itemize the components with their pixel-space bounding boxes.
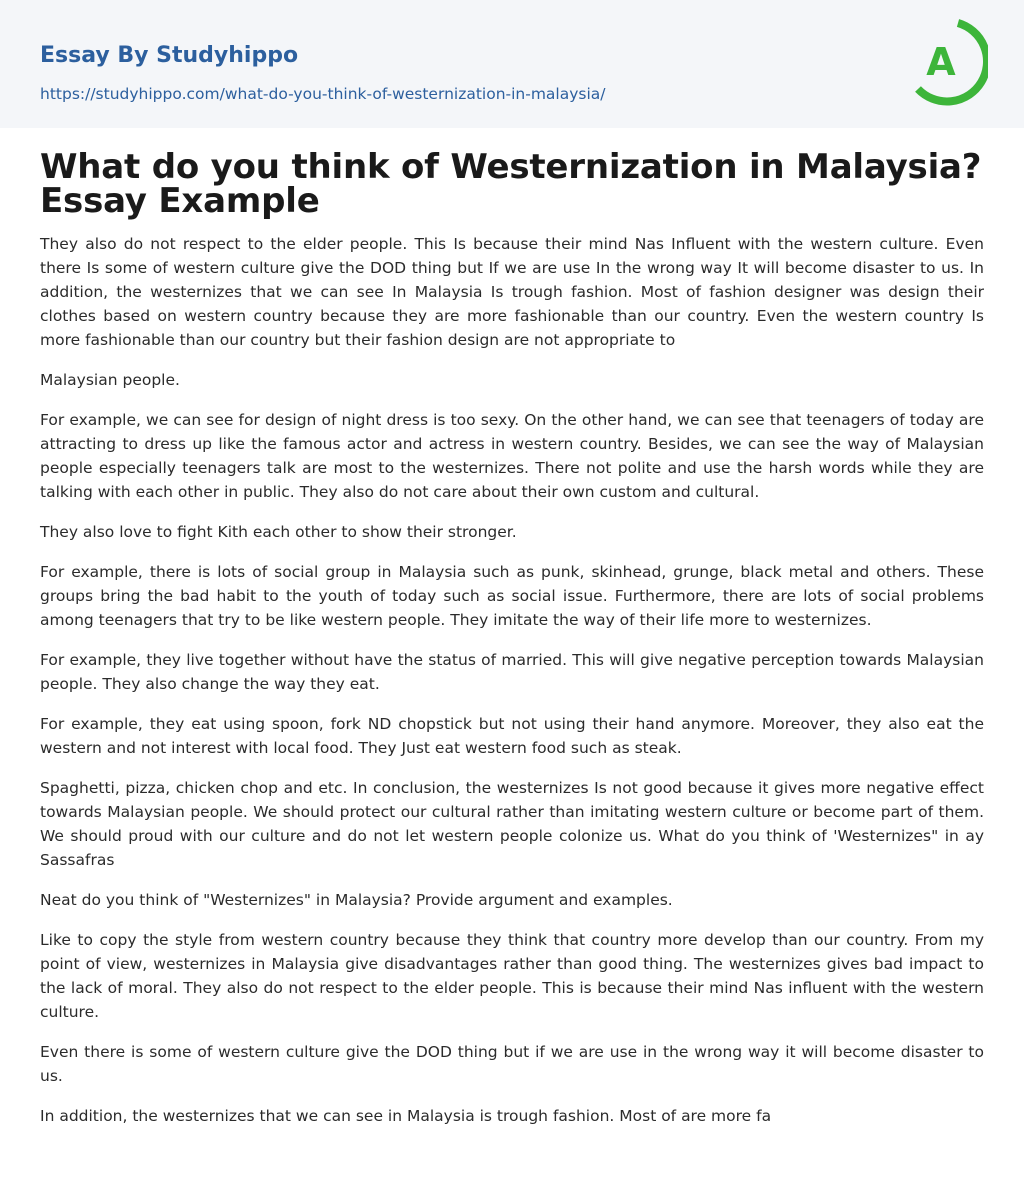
site-header bbox=[0, 0, 1024, 128]
paragraph: Like to copy the style from western country because they think that country more develop than our country. From my point of view, westernizes in Malaysia give disadvantages rather than good thing. The westernizes gives bad impact to the lack of moral. They also do not respect to the elder people. This is because their mind Nas influent with the western culture. bbox=[40, 931, 984, 1021]
essay-content bbox=[0, 147, 1024, 1128]
paragraph: For example, they eat using spoon, fork ND chopstick but not using their hand anymore. Moreover, they also eat the western and not interest with local food. They Just eat western food such as steak. bbox=[40, 715, 984, 757]
site-brand[interactable]: Essay By Studyhippo bbox=[40, 43, 299, 68]
paragraph: For example, there is lots of social group in Malaysia such as punk, skinhead, grunge, black metal and others. These groups bring the bad habit to the youth of today such as social issue. Furthermore, there are lots of social problems among teenagers that try to be like western people. They imitate the way of their life more to westernizes. bbox=[40, 563, 984, 629]
paragraph: They also love to fight Kith each other to show their stronger. bbox=[40, 523, 517, 541]
logo-letter: A bbox=[926, 40, 956, 84]
paragraph: Spaghetti, pizza, chicken chop and etc. In conclusion, the westernizes Is not good because it gives more negative effect towards Malaysian people. We should protect our cultural rather than imitating western culture or become part of them. We should proud with our culture and do not let western people colonize us. What do you think of 'Westernizes" in ay Sassafras bbox=[40, 779, 984, 869]
paragraph: In addition, the westernizes that we can see in Malaysia is trough fashion. Most of are more fa bbox=[40, 1107, 772, 1125]
paragraph: For example, we can see for design of night dress is too sexy. On the other hand, we can see that teenagers of today are attracting to dress up like the famous actor and actress in western country. Besides, we can see the way of Malaysian people especially teenagers talk are most to the westernizes. There not polite and use the harsh words while they are talking with each other in public. They also do not care about their own custom and cultural. bbox=[40, 411, 984, 501]
page-title: What do you think of Westernization in Malaysia? Essay Example bbox=[40, 147, 982, 221]
paragraph: For example, they live together without have the status of married. This will give negative perception towards Malaysian people. They also change the way they eat. bbox=[40, 651, 984, 693]
paragraph: Neat do you think of "Westernizes" in Malaysia? Provide argument and examples. bbox=[40, 891, 673, 909]
paragraph: They also do not respect to the elder people. This Is because their mind Nas Influent with the western culture. Even there Is some of western culture give the DOD thing but If we are use In the wrong way It will become disaster to us. In addition, the westernizes that we can see In Malaysia Is trough fashion. Most of fashion designer was design their clothes based on western country because they are more fashionable than our country. Even the western country Is more fashionable than our country but their fashion design are not appropriate to bbox=[40, 235, 984, 349]
logo-icon[interactable] bbox=[912, 17, 988, 107]
paragraph: Malaysian people. bbox=[40, 371, 180, 389]
essay-body bbox=[40, 232, 984, 1128]
source-url-link[interactable]: https://studyhippo.com/what-do-you-think-of-westernization-in-malaysia/ bbox=[40, 85, 606, 103]
paragraph: Even there is some of western culture give the DOD thing but if we are use in the wrong way it will become disaster to us. bbox=[40, 1043, 984, 1085]
